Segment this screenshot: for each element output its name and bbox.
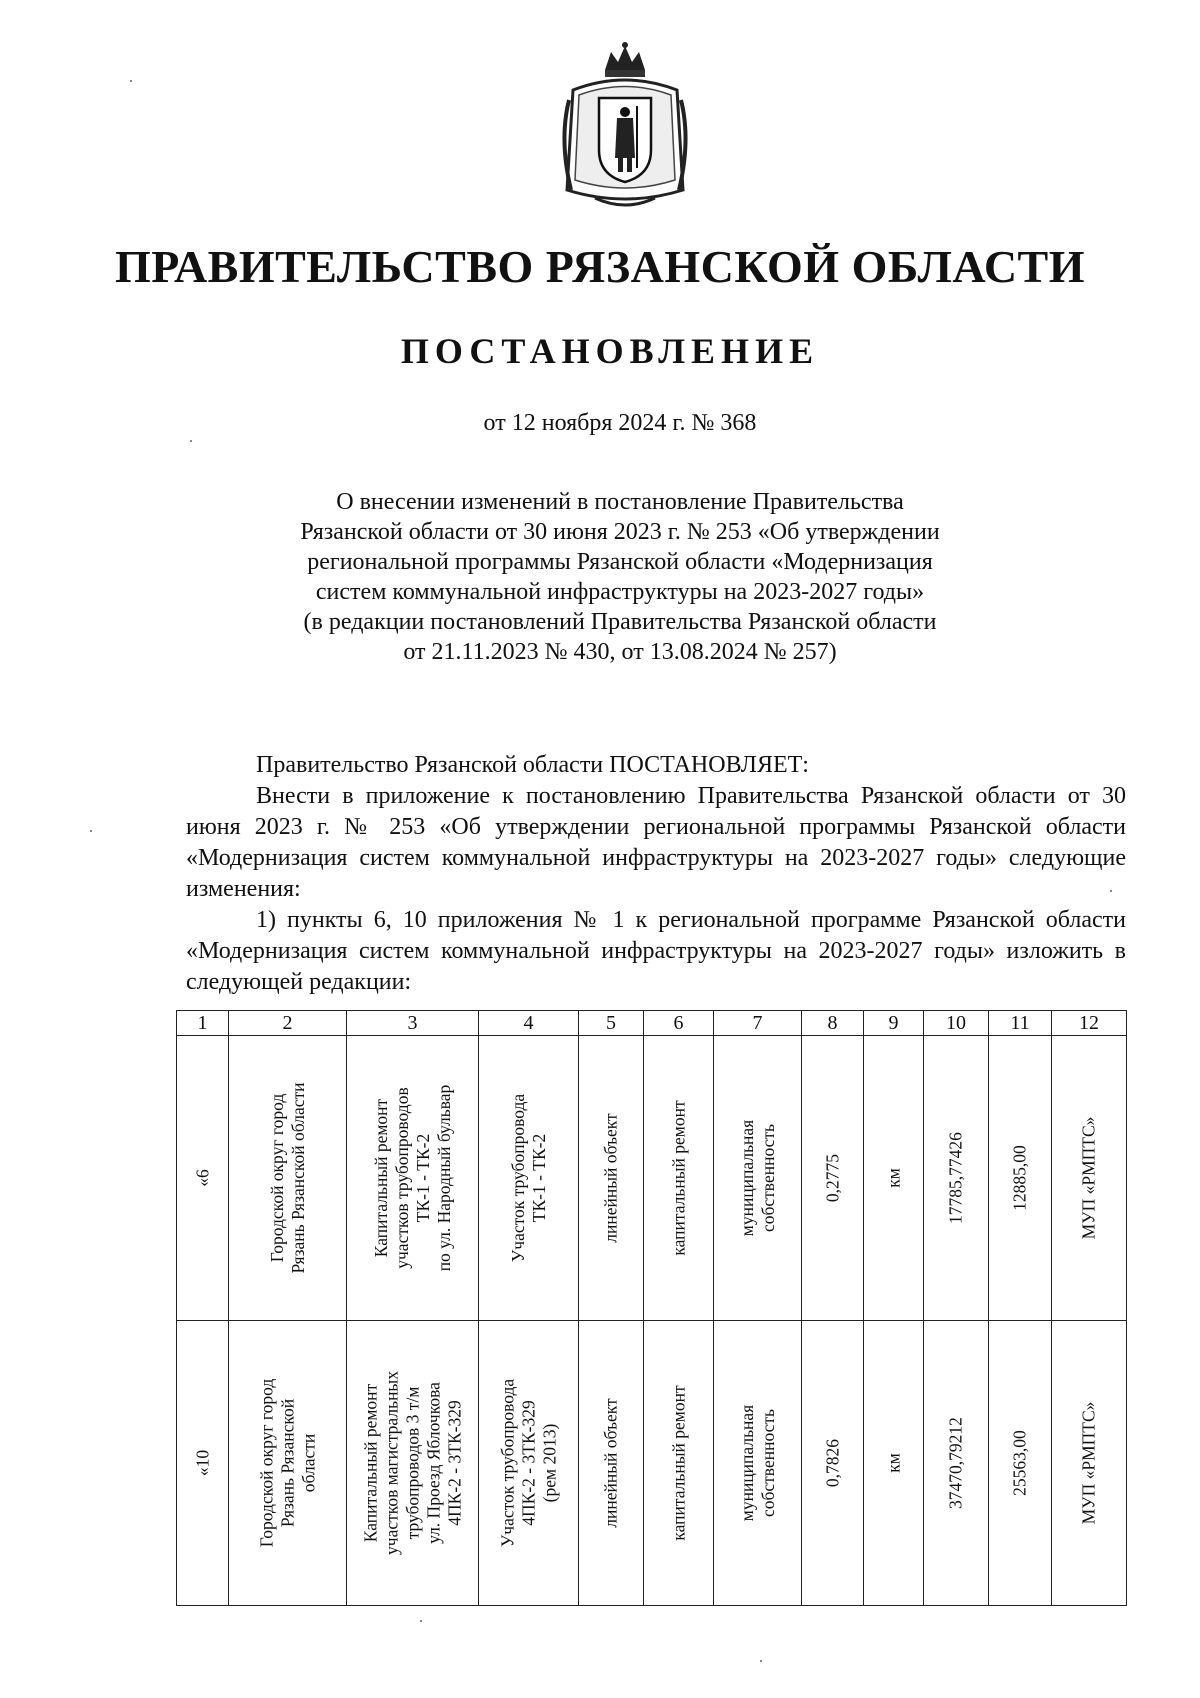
subject-line: О внесении изменений в постановление Правительства — [336, 489, 904, 515]
cell-text: собственность — [757, 1123, 778, 1233]
cell-text: 0,2775 — [822, 1153, 842, 1203]
column-header: 9 — [864, 1011, 924, 1036]
column-header: 6 — [644, 1011, 714, 1036]
program-items-table — [176, 1010, 1127, 1606]
scan-speck — [190, 440, 192, 442]
table-cell — [177, 1036, 229, 1321]
table-cell — [864, 1321, 924, 1606]
cell-text: (рем 2013) — [539, 1423, 559, 1503]
subject-line: Рязанской области от 30 июня 2023 г. № 253 «Об утверждении — [300, 519, 940, 545]
cell-text: Рязань Рязанской — [277, 1398, 297, 1528]
table-cell — [924, 1036, 989, 1321]
table-cell — [1052, 1321, 1127, 1606]
cell-text: «6 — [192, 1169, 212, 1187]
table-cell — [579, 1321, 644, 1606]
cell-text: 0,7826 — [822, 1438, 842, 1488]
cell-text: Участок трубопровода — [507, 1093, 528, 1263]
cell-text: ТК-1 - ТК-2 — [528, 1133, 549, 1223]
cell-text: ул. Проезд Яблочкова — [423, 1382, 443, 1544]
table-cell — [802, 1036, 864, 1321]
cell-text: области — [298, 1433, 318, 1493]
cell-text: км — [883, 1453, 903, 1473]
table-header-row — [177, 1011, 1127, 1036]
cell-text: 17785,77426 — [945, 1132, 966, 1224]
table-cell — [579, 1036, 644, 1321]
cell-text: капитальный ремонт — [668, 1385, 688, 1541]
table-cell — [864, 1036, 924, 1321]
cell-text: ТК-1 - ТК-2 — [412, 1133, 433, 1223]
document-type: ПОСТАНОВЛЕНИЕ — [400, 331, 820, 371]
column-header: 10 — [924, 1011, 989, 1036]
column-header: 11 — [989, 1011, 1052, 1036]
table-cell — [989, 1036, 1052, 1321]
table-cell — [479, 1036, 579, 1321]
scan-speck — [130, 80, 132, 82]
subject-line: региональной программы Рязанской области «Модернизация — [307, 549, 933, 575]
cell-text: муниципальная — [736, 1404, 757, 1522]
cell-text: муниципальная — [736, 1119, 757, 1237]
cell-text: линейный объект — [600, 1398, 621, 1528]
table-row — [177, 1321, 1127, 1606]
table-cell — [802, 1321, 864, 1606]
government-title: ПРАВИТЕЛЬСТВО РЯЗАНСКОЙ ОБЛАСТИ — [114, 241, 1086, 292]
table-cell — [1052, 1036, 1127, 1321]
subject-line: (в редакции постановлений Правительства Рязанской области — [303, 609, 937, 635]
column-header: 3 — [347, 1011, 479, 1036]
table-cell — [479, 1321, 579, 1606]
document-body — [186, 750, 1126, 998]
cell-text: Рязань Рязанской области — [287, 1082, 308, 1274]
table-cell — [714, 1321, 802, 1606]
cell-text: 25563,00 — [1009, 1430, 1030, 1496]
cell-text: МУП «РМПТС» — [1078, 1116, 1099, 1240]
table-cell — [347, 1036, 479, 1321]
cell-text: участков магистральных — [381, 1371, 401, 1555]
column-header: 8 — [802, 1011, 864, 1036]
table-cell — [989, 1321, 1052, 1606]
table-cell — [924, 1321, 989, 1606]
cell-text: Городской округ город — [266, 1093, 287, 1263]
cell-text: капитальный ремонт — [668, 1100, 688, 1256]
cell-text: участков трубопроводов — [391, 1087, 412, 1269]
scan-speck — [420, 1620, 422, 1622]
cell-text: 4ПК-2 - 3ТК-329 — [518, 1400, 538, 1526]
subject-line: систем коммунальной инфраструктуры на 2023-2027 годы» — [315, 579, 925, 605]
cell-text: Городской округ город — [256, 1378, 276, 1548]
cell-text: линейный объект — [600, 1113, 621, 1243]
column-header: 4 — [479, 1011, 579, 1036]
cell-text: 4ПК-2 - 3ТК-329 — [444, 1400, 464, 1526]
table-cell — [229, 1036, 347, 1321]
column-header: 7 — [714, 1011, 802, 1036]
column-header: 1 — [177, 1011, 229, 1036]
coat-of-arms-icon — [555, 40, 695, 215]
cell-text: по ул. Народный бульвар — [433, 1084, 454, 1272]
body-paragraph: 1) пункты 6, 10 приложения № 1 к региональной программе Рязанской области «Модернизация систем коммунальной инфраструктуры на 2023-2027 годы» изложить в следующей редакции: — [186, 907, 1126, 995]
cell-text: 37470,79212 — [945, 1417, 966, 1509]
table-cell — [644, 1036, 714, 1321]
table-cell — [347, 1321, 479, 1606]
cell-text: км — [883, 1168, 903, 1188]
table-cell — [644, 1321, 714, 1606]
cell-text: МУП «РМПТС» — [1078, 1401, 1099, 1525]
column-header: 2 — [229, 1011, 347, 1036]
body-paragraph: Внести в приложение к постановлению Правительства Рязанской области от 30 июня 2023 г. № 253 «Об утверждении региональной программы Рязанской области «Модернизация систем коммунальной инфраструктуры на 2023-2027 годы» следующие изменения: — [186, 783, 1126, 902]
body-paragraph: Правительство Рязанской области ПОСТАНОВЛЯЕТ: — [256, 752, 809, 778]
table-cell — [177, 1321, 229, 1606]
table-cell — [714, 1036, 802, 1321]
cell-text: Капитальный ремонт — [360, 1383, 380, 1543]
cell-text: трубопроводов 3 т/м — [402, 1386, 422, 1540]
subject-line: от 21.11.2023 № 430, от 13.08.2024 № 257) — [403, 639, 837, 665]
scan-speck — [760, 1660, 762, 1662]
column-header: 12 — [1052, 1011, 1127, 1036]
cell-text: «10 — [192, 1449, 212, 1477]
table-cell — [229, 1321, 347, 1606]
table-row — [177, 1036, 1127, 1321]
cell-text: собственность — [757, 1408, 778, 1518]
document-date-number: от 12 ноября 2024 г. № 368 — [483, 410, 757, 436]
scan-speck — [90, 830, 92, 832]
scan-speck — [1110, 890, 1112, 892]
document-subject — [240, 487, 1000, 667]
cell-text: Капитальный ремонт — [370, 1098, 391, 1258]
cell-text: 12885,00 — [1009, 1145, 1030, 1211]
column-header: 5 — [579, 1011, 644, 1036]
cell-text: Участок трубопровода — [497, 1378, 517, 1548]
